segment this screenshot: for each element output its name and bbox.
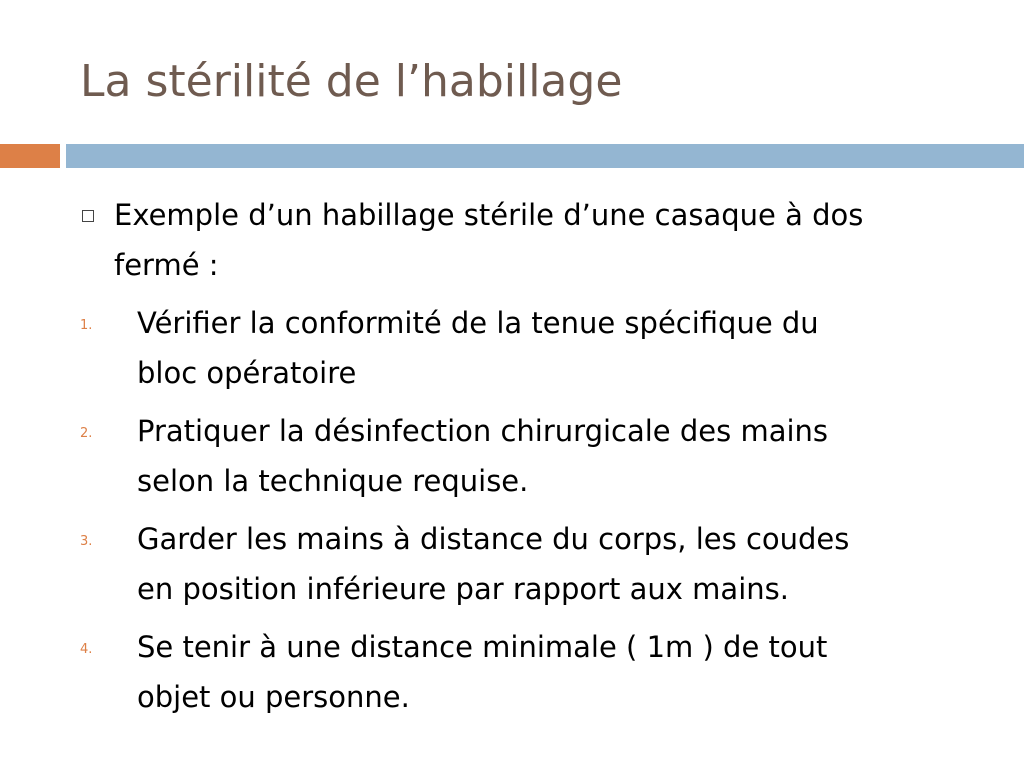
step-line-1: Garder les mains à distance du corps, les coudes [137, 522, 850, 556]
accent-bar-blue [66, 144, 1024, 168]
step-number: 4. [80, 642, 93, 657]
step-number: 3. [80, 534, 93, 549]
slide-title: La stérilité de l’habillage [80, 56, 623, 107]
accent-bar-orange [0, 144, 60, 168]
square-bullet-icon [82, 210, 94, 222]
step-number: 2. [80, 426, 93, 441]
step-line-2: en position inférieure par rapport aux mains. [137, 572, 789, 606]
step-line-1: Se tenir à une distance minimale ( 1m ) de tout [137, 630, 828, 664]
step-line-2: objet ou personne. [137, 680, 410, 714]
intro-line-2: fermé : [114, 248, 219, 282]
step-line-1: Vérifier la conformité de la tenue spécifique du [137, 306, 819, 340]
intro-line-1: Exemple d’un habillage stérile d’une casaque à dos [114, 198, 864, 232]
step-line-2: bloc opératoire [137, 356, 357, 390]
step-line-1: Pratiquer la désinfection chirurgicale des mains [137, 414, 829, 448]
step-number: 1. [80, 318, 93, 333]
step-line-2: selon la technique requise. [137, 464, 529, 498]
